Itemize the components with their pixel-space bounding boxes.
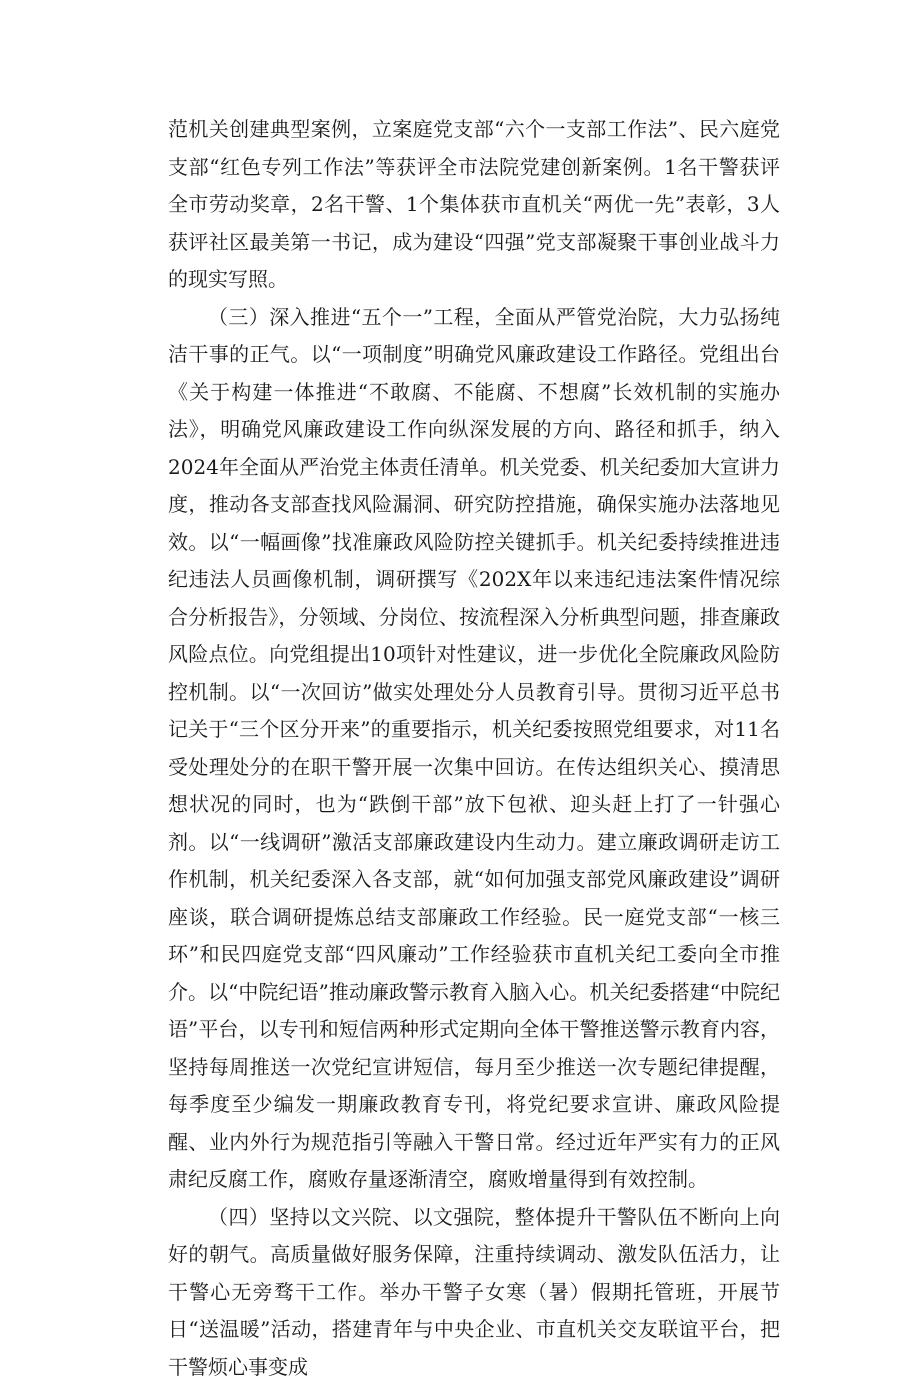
paragraph-section-three: （三）深入推进“五个一”工程，全面从严管党治院，大力弘扬纯洁干事的正气。以“一项制度”明确党风廉政建设工作路径。党组出台《关于构建一体推进“不敢腐、不能腐、不想腐”长效机制的实施办法》，明确党风廉政建设工作向纵深发展的方向、路径和抓手，纳入2024年全面从严治党主体责任清单。机关党委、机关纪委加大宣讲力度，推动各支部查找风险漏洞、研究防控措施，确保实施办法落地见效。以“一幅画像”找准廉政风险防控关键抓手。机关纪委持续推进违纪违法人员画像机制，调研撰写《202X年以来违纪违法案件情况综合分析报告》，分领域、分岗位、按流程深入分析典型问题，排查廉政风险点位。向党组提出10项针对性建议，进一步优化全院廉政风险防控机制。以“一次回访”做实处理处分人员教育引导。贯彻习近平总书记关于“三个区分开来”的重要指示，机关纪委按照党组要求，对11名受处理处分的在职干警开展一次集中回访。在传达组织关心、摸清思想状况的同时，也为“跌倒干部”放下包袱、迎头赶上打了一针强心剂。以“一线调研”激活支部廉政建设内生动力。建立廉政调研走访工作机制，机关纪委深入各支部，就“如何加强支部党风廉政建设”调研座谈，联合调研提炼总结支部廉政工作经验。民一庭党支部“一核三环”和民四庭党支部“四风廉动”工作经验获市直机关纪工委向全市推介。以“中院纪语”推动廉政警示教育入脑入心。机关纪委搭建“中院纪语”平台，以专刊和短信两种形式定期向全体干警推送警示教育内容，坚持每周推送一次党纪宣讲短信，每月至少推送一次专题纪律提醒，每季度至少编发一期廉政教育专刊，将党纪要求宣讲、廉政风险提醒、业内外行为规范指引等融入干警日常。经过近年严实有力的正风肃纪反腐工作，腐败存量逐渐清空，腐败增量得到有效控制。 [168, 299, 780, 1199]
paragraph-section-four: （四）坚持以文兴院、以文强院，整体提升干警队伍不断向上向好的朝气。高质量做好服务保障，注重持续调动、激发队伍活力，让干警心无旁骛干工作。举办干警子女寒（暑）假期托管班，开展节日“送温暖”活动，搭建青年与中央企业、市直机关交友联谊平台，把干警烦心事变成 [168, 1199, 780, 1386]
paragraph-continued: 范机关创建典型案例，立案庭党支部“六个一支部工作法”、民六庭党支部“红色专列工作法”等获评全市法院党建创新案例。1名干警获评全市劳动奖章，2名干警、1个集体获市直机关“两优一先”表彰，3人获评社区最美第一书记，成为建设“四强”党支部凝聚干事创业战斗力的现实写照。 [168, 111, 780, 299]
document-body [168, 111, 780, 1386]
